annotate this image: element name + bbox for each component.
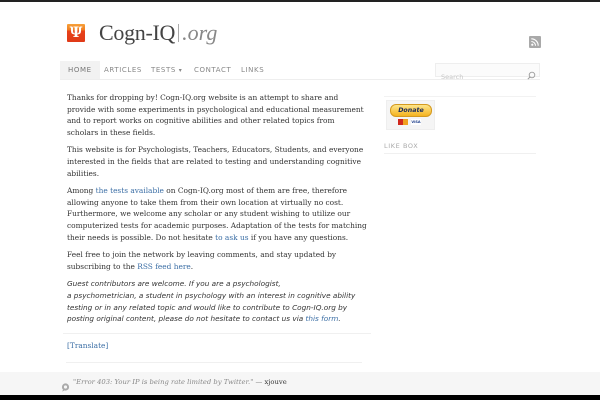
content-bottom-divider [66, 362, 362, 363]
site-logo[interactable] [67, 20, 217, 46]
rss-icon[interactable] [529, 36, 541, 48]
like-box-divider [384, 153, 536, 154]
search-icon[interactable] [527, 65, 536, 84]
speech-bubble-icon [61, 377, 70, 396]
site-name: Cogn-IQ [99, 20, 176, 45]
search-box [435, 63, 540, 77]
top-border [0, 0, 600, 2]
intro-paragraph: Thanks for dropping by! Cogn-IQ.org website is an attempt to share and provide with some experiments in psychological and educational measurement and to report works on cognitive abilities and other related topics from scholars in these fields. [67, 93, 364, 137]
nav-contact[interactable]: CONTACT [194, 66, 232, 74]
mastercard-icon [398, 119, 408, 125]
sidebar-divider [384, 96, 536, 97]
main-content [67, 92, 367, 351]
rss-feed-link[interactable]: RSS feed here [137, 261, 191, 271]
search-input[interactable] [436, 71, 521, 83]
like-box-title: LIKE BOX [384, 142, 419, 150]
donate-button[interactable]: Donate [390, 104, 432, 117]
nav-home[interactable]: HOME [60, 61, 100, 79]
logo-separator [178, 24, 179, 42]
payment-cards [398, 119, 421, 125]
content-divider [63, 333, 371, 334]
visa-icon: VISA [411, 120, 421, 124]
network-paragraph: Feel free to join the network by leaving comments, and stay updated by subscribing to the RSS feed here. [67, 250, 337, 271]
translate-link[interactable]: [Translate] [67, 340, 109, 350]
nav-articles[interactable]: ARTICLES [104, 66, 142, 74]
this-form-link[interactable]: this form [305, 314, 339, 324]
donate-widget [386, 100, 435, 130]
twitter-footer [0, 372, 600, 395]
site-tld: .org [182, 20, 218, 45]
tests-available-link[interactable]: the tests available [95, 186, 164, 196]
tweet-author-link[interactable]: xjouve [264, 378, 287, 386]
latest-tweet: "Error 403: Your IP is being rate limited by Twitter." — xjouve [73, 378, 287, 386]
chevron-down-icon: ▾ [178, 67, 183, 74]
ask-us-link[interactable]: to ask us [215, 232, 249, 242]
nav-links[interactable]: LINKS [241, 66, 265, 74]
nav-tests[interactable]: TESTS ▾ [151, 66, 183, 74]
guest-paragraph: Guest contributors are welcome. If you are a psychologist, a psychometrician, a student in psychology with an interest in cognitive ability testing or in any related topic and would like to contribute to Cogn-IQ.org by posting original content, please do not hesitate to contact us via this form. [67, 279, 356, 324]
tests-paragraph: Among the tests available on Cogn-IQ.org most of them are free, therefore allowing anyone to take them from their own location at virtually no cost. Furthermore, we welcome any scholar or any student wishing to utilize our computerized tests for academic purposes. Adaptation of the tests for matching their needs is possible. Do not hesitate to ask us if you have any questions. [67, 186, 367, 242]
psi-logo-icon: Ψ [67, 24, 85, 42]
bottom-border [0, 395, 600, 400]
audience-paragraph: This website is for Psychologists, Teachers, Educators, Students, and everyone interested in the fields that are related to testing and understanding cognitive abilities. [67, 145, 364, 178]
